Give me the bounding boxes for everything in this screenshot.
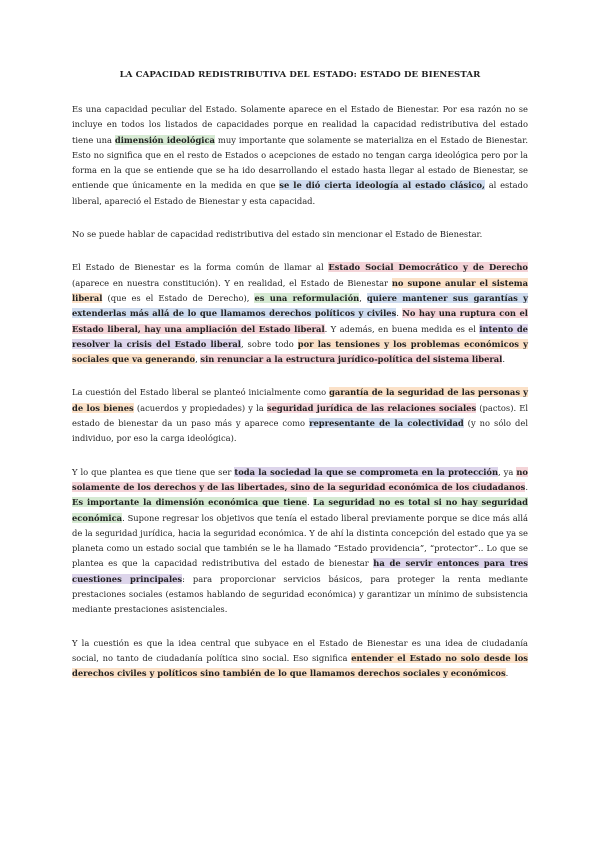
highlighted-text: intento de resolver la crisis del Estado liberal (72, 323, 528, 349)
highlighted-text: no supone anular el sistema liberal (72, 277, 529, 303)
highlighted-text: Estado Social Democrático y de Derecho (328, 262, 528, 273)
text-segment: : para proporcionar servicios básicos, para proteger la renta mediante prestaciones sociales (estamos hablando de seguridad económica) y garantizar un mínimo de subsistencia mediante prestaciones asistenciales. (72, 573, 528, 615)
text-segment: El Estado de Bienestar es la forma común de llamar al (72, 262, 329, 273)
text-segment: al estado liberal, apareció el Estado de Bienestar y esta capacidad. (72, 180, 528, 206)
text-segment: Y la cuestión es que la idea central que subyace en el Estado de Bienestar es una idea de ciudadanía social, no tanto de ciudadanía política sino social. Eso significa (72, 637, 528, 663)
paragraph-6 (72, 636, 528, 682)
text-segment: (acuerdos y propiedades) y la (133, 402, 267, 413)
highlighted-text: sin renunciar a la estructura jurídico-política del sistema liberal (200, 354, 503, 365)
highlighted-text: dimensión ideológica (114, 134, 215, 145)
highlighted-text: No hay una ruptura con el Estado liberal, hay una ampliación del Estado liberal (72, 308, 528, 334)
text-segment: , (359, 292, 367, 303)
paragraph-5 (72, 465, 528, 618)
text-segment: No se puede hablar de capacidad redistributiva del estado sin mencionar el Estado de Bienestar. (72, 229, 483, 240)
highlighted-text: garantía de la seguridad de las personas y de los bienes (72, 387, 528, 413)
highlighted-text: quiere mantener sus garantías y extenderlas más allá de lo que llamamos derechos políticos y civiles (72, 292, 528, 319)
highlighted-text: Es importante la dimensión económica que tiene (72, 497, 307, 508)
text-segment: . Supone regresar los objetivos que tenía el estado liberal previamente porque se dice más allá de la seguridad jurídica, hacia la seguridad económica. Y de ahí la distinta concepción del estado que ya se planeta como un estado social que también se le ha llamado “Estado providencia”, “protector”.. Lo que se plantea es que la capacidad redistributiva del estado de bienestar (72, 512, 528, 569)
paragraph-3 (72, 260, 528, 367)
text-segment: Es una capacidad peculiar del Estado. Solamente aparece en el Estado de Bienestar. Por esa razón no se incluye en todos los listados de capacidades porque en realidad la capacidad redistributiva del estado tiene una (72, 104, 528, 145)
text-segment: . (505, 668, 509, 679)
document-body (72, 102, 528, 682)
text-segment: , ya (498, 466, 517, 477)
text-segment: , sobre todo (240, 338, 298, 349)
text-segment: . Y además, en buena medida es el (324, 323, 480, 334)
text-segment: . (306, 497, 314, 508)
text-segment: . (525, 481, 528, 492)
highlighted-text: no solamente de los derechos y de las libertades, sino de la seguridad económica de los ciudadanos (72, 466, 528, 492)
highlighted-text: seguridad jurídica de las relaciones sociales (266, 402, 477, 413)
text-segment: muy importante que solamente se materializa en el Estado de Bienestar. Esto no significa que en el resto de Estados o acepciones de estado no tengan carga ideológica pero por la forma en la que se entiende que se ha ido desarrollando el estado hasta llegar al estado de Bienestar, se entiende que únicamente en la medida en que (72, 134, 528, 191)
highlighted-text: entender el Estado no solo desde los derechos civiles y políticos sino también de lo que llamamos derechos sociales y económicos (72, 652, 528, 679)
highlighted-text: ha de servir entonces para tres cuestiones principales (72, 558, 528, 584)
highlighted-text: representante de la colectividad (309, 418, 464, 429)
text-segment: La cuestión del Estado liberal se planteó inicialmente como (72, 387, 330, 398)
text-segment: , (195, 354, 201, 365)
document-title: LA CAPACIDAD REDISTRIBUTIVA DEL ESTADO: ESTADO DE BIENESTAR (119, 70, 481, 80)
text-segment: (y no sólo del individuo, por eso la carga ideológica). (72, 418, 528, 444)
text-segment: Y lo que plantea es que tiene que ser (72, 466, 235, 477)
highlighted-text: por las tensiones y los problemas económicos y sociales que va generando (72, 338, 528, 365)
highlighted-text: se le dió cierta ideología al estado clásico, (279, 180, 485, 191)
text-segment: (pactos). El estado de bienestar da un paso más y aparece como (72, 402, 529, 429)
text-segment: (aparece en nuestra constitución). Y en realidad, el Estado de Bienestar (72, 277, 392, 288)
paragraph-1 (72, 102, 528, 209)
highlighted-text: toda la sociedad la que se comprometa en la protección (234, 466, 499, 477)
paragraph-4 (72, 385, 528, 446)
text-segment: . (502, 354, 506, 365)
text-segment: . (396, 308, 403, 319)
paragraph-2 (72, 227, 528, 242)
highlighted-text: La seguridad no es total si no hay seguridad económica (72, 497, 528, 523)
text-segment: (que es el Estado de Derecho), (102, 292, 255, 303)
highlighted-text: es una reformulación (254, 292, 360, 303)
